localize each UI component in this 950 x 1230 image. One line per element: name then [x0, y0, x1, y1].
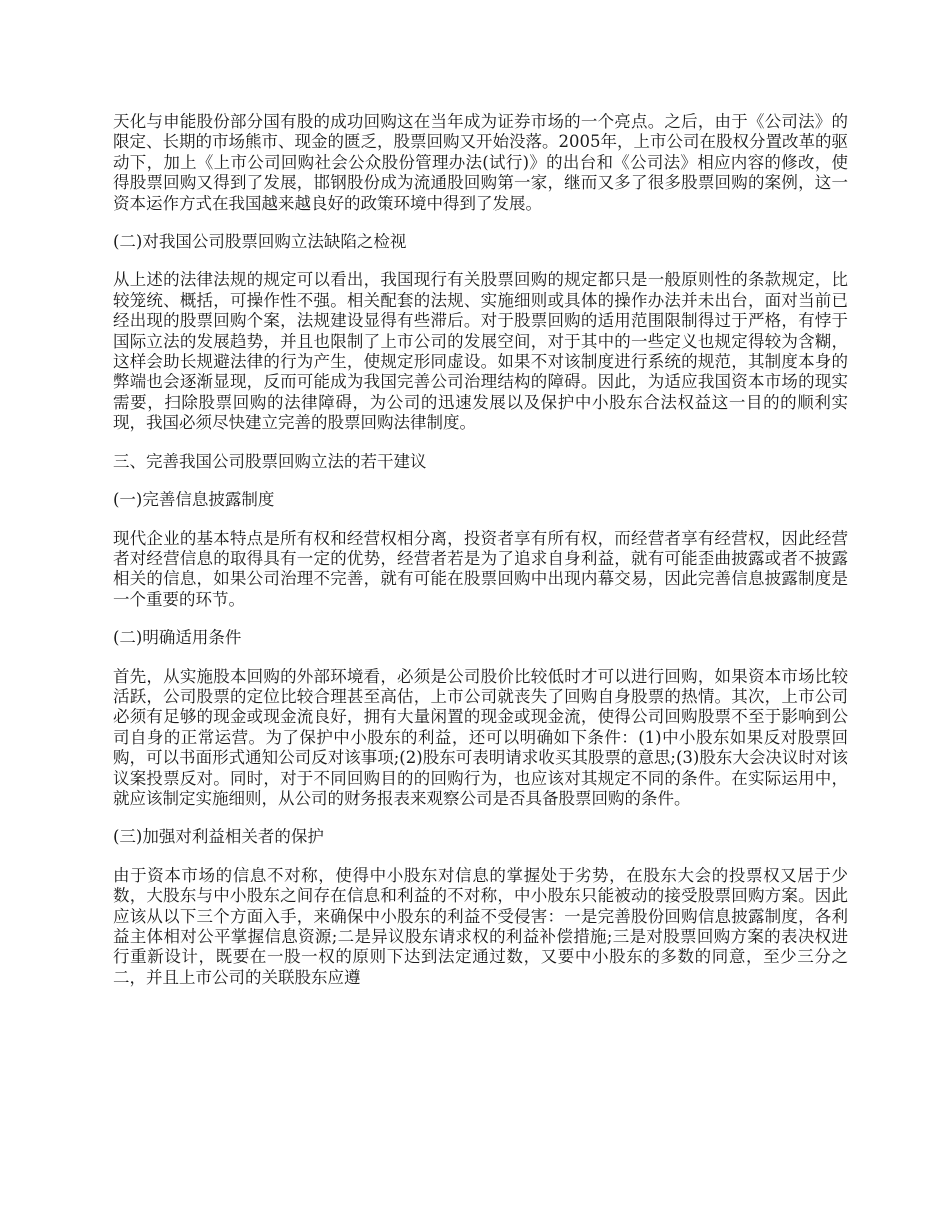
- subsection-heading-stakeholders: (三)加强对利益相关者的保护: [113, 827, 324, 847]
- section-heading-suggestions: 三、完善我国公司股票回购立法的若干建议: [113, 451, 427, 471]
- paragraph-disclosure: 现代企业的基本特点是所有权和经营权相分离，投资者享有所有权，而经营者享有经营权，因此经营者对经营信息的取得具有一定的优势，经营者若是为了追求自身利益，就有可能歪曲披露或者不披露相关的信息，如果公司治理不完善，就有可能在股票回购中出现内幕交易，因此完善信息披露制度是一个重要的环节。: [113, 528, 848, 609]
- paragraph-repurchase-history: 天化与申能股份部分国有股的成功回购这在当年成为证券市场的一个亮点。之后，由于《公司法》的限定、长期的市场熊市、现金的匮乏，股票回购又开始没落。2005年，上市公司在股权分置改革的驱动下，加上《上市公司回购社会公众股份管理办法(试行)》的出台和《公司法》相应内容的修改，使得股票回购又得到了发展，邯钢股份成为流通股回购第一家，继而又多了很多股票回购的案例，这一资本运作方式在我国越来越良好的政策环境中得到了发展。: [113, 112, 848, 213]
- section-heading-legislative-defects: (二)对我国公司股票回购立法缺陷之检视: [113, 232, 407, 252]
- document-body: [113, 112, 848, 1006]
- paragraph-stakeholders: 由于资本市场的信息不对称，使得中小股东对信息的掌握处于劣势，在股东大会的投票权又居于少数，大股东与中小股东之间存在信息和利益的不对称，中小股东只能被动的接受股票回购方案。因此应该从以下三个方面入手，来确保中小股东的利益不受侵害：一是完善股份回购信息披露制度，各利益主体相对公平掌握信息资源;二是异议股东请求权的利益补偿措施;三是对股票回购方案的表决权进行重新设计，既要在一股一权的原则下达到法定通过数，又要中小股东的多数的同意，至少三分之二，并且上市公司的关联股东应遵: [113, 865, 848, 987]
- paragraph-legislative-defects: 从上述的法律法规的规定可以看出，我国现行有关股票回购的规定都只是一般原则性的条款规定，比较笼统、概括，可操作性不强。相关配套的法规、实施细则或具体的操作办法并未出台，面对当前已经出现的股票回购个案，法规建设显得有些滞后。对于股票回购的适用范围限制得过于严格，有悖于国际立法的发展趋势，并且也限制了上市公司的发展空间，对于其中的一些定义也规定得较为含糊，这样会助长规避法律的行为产生，使规定形同虚设。如果不对该制度进行系统的规范，其制度本身的弊端也会逐渐显现，反而可能成为我国完善公司治理结构的障碍。因此，为适应我国资本市场的现实需要，扫除股票回购的法律障碍，为公司的迅速发展以及保护中小股东合法权益这一目的的顺利实现，我国必须尽快建立完善的股票回购法律制度。: [113, 270, 848, 433]
- paragraph-conditions: 首先，从实施股本回购的外部环境看，必须是公司股价比较低时才可以进行回购，如果资本市场比较活跃，公司股票的定位比较合理甚至高估，上市公司就丧失了回购自身股票的热情。其次，上市公司必须有足够的现金或现金流良好，拥有大量闲置的现金或现金流，使得公司回购股票不至于影响到公司自身的正常运营。为了保护中小股东的利益，还可以明确如下条件：(1)中小股东如果反对股票回购，可以书面形式通知公司反对该事项;(2)股东可表明请求收买其股票的意思;(3)股东大会决议时对该议案投票反对。同时，对于不同回购目的的回购行为，也应该对其规定不同的条件。在实际运用中，就应该制定实施细则，从公司的财务报表来观察公司是否具备股票回购的条件。: [113, 666, 848, 808]
- subsection-heading-conditions: (二)明确适用条件: [113, 628, 242, 648]
- subsection-heading-disclosure: (一)完善信息披露制度: [113, 490, 275, 510]
